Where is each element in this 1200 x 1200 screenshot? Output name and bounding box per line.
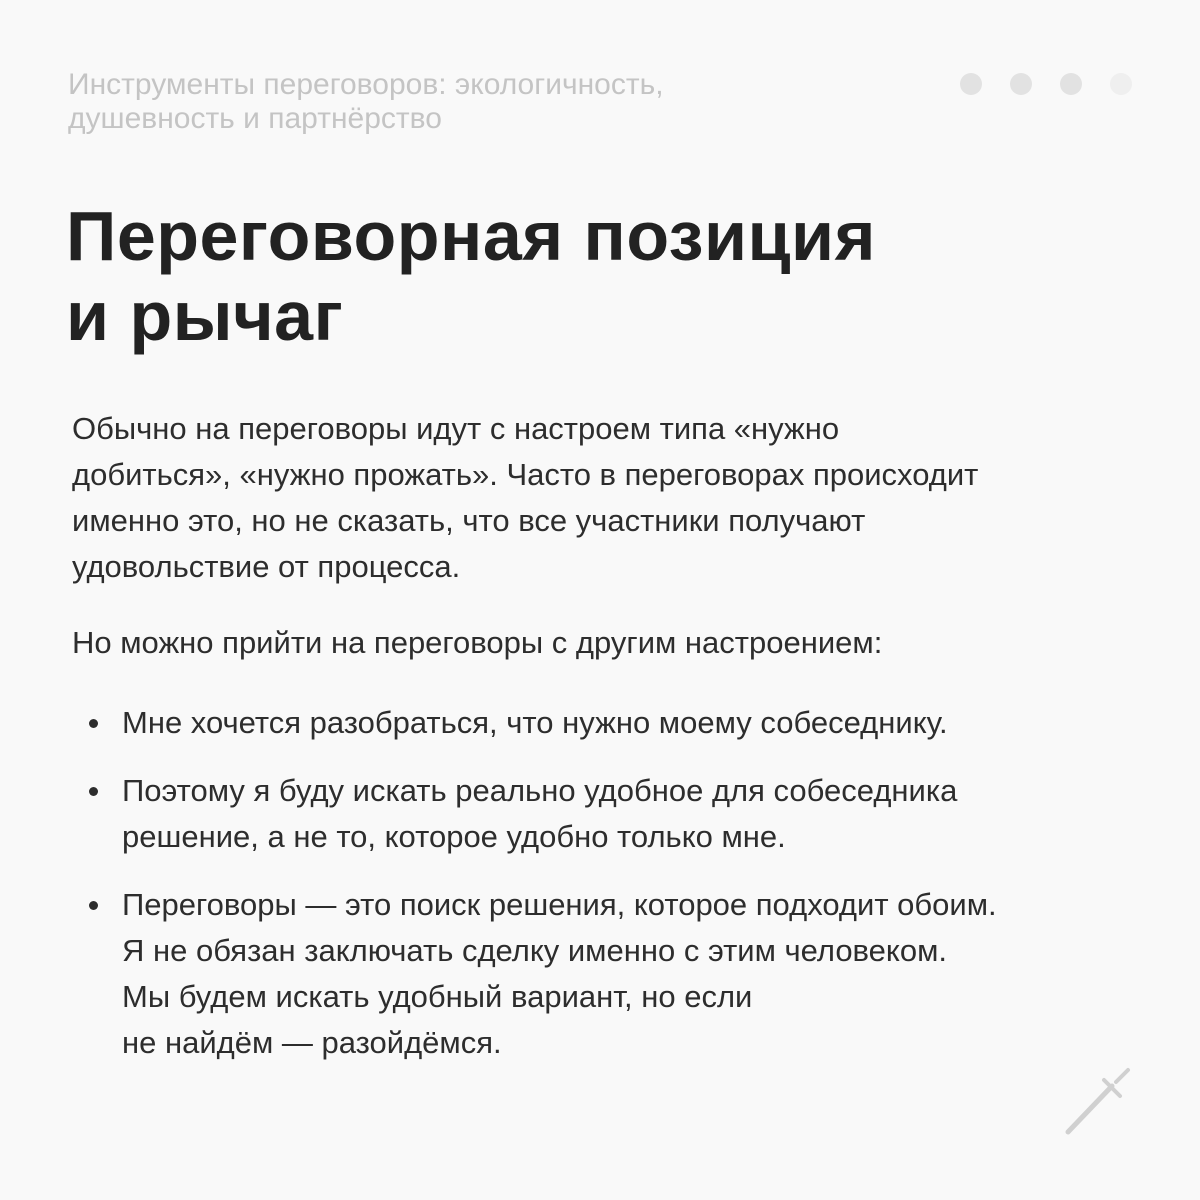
list-item-line: Я не обязан заключать сделку именно с этим человеком. (122, 933, 947, 968)
pager-dot-4[interactable] (1110, 73, 1132, 95)
series-title-line-1: Инструменты переговоров: экологичность, (68, 68, 664, 101)
list-item (72, 768, 1152, 860)
bullet-marker (89, 719, 98, 728)
list-item-line: не найдём — разойдёмся. (122, 1025, 502, 1060)
list-item-line: Мне хочется разобраться, что нужно моему собеседнику. (122, 705, 948, 740)
series-title-line-2: душевность и партнёрство (68, 102, 442, 135)
intro-paragraph (72, 406, 1132, 590)
pager-dot-2[interactable] (1010, 73, 1032, 95)
intro-line-3: именно это, но не сказать, что все участники получают (72, 503, 866, 538)
lead-paragraph (72, 620, 1132, 666)
page-title (66, 196, 876, 356)
bullet-marker (89, 787, 98, 796)
list-item-line: Переговоры — это поиск решения, которое подходит обоим. (122, 887, 997, 922)
slide-pager (960, 73, 1132, 95)
list-item (72, 700, 1152, 746)
list-item-line: Мы будем искать удобный вариант, но если (122, 979, 753, 1014)
lead-line: Но можно прийти на переговоры с другим настроением: (72, 625, 883, 660)
list-item-line: решение, а не то, которое удобно только мне. (122, 819, 786, 854)
pager-dot-3[interactable] (1060, 73, 1082, 95)
dagger-icon (1062, 1064, 1136, 1138)
list-item-line: Поэтому я буду искать реально удобное для собеседника (122, 773, 958, 808)
bullet-list (72, 700, 1152, 1088)
bullet-marker (89, 901, 98, 910)
intro-line-4: удовольствие от процесса. (72, 549, 461, 584)
page-title-line-1: Переговорная позиция (66, 197, 876, 275)
intro-line-1: Обычно на переговоры идут с настроем типа «нужно (72, 411, 840, 446)
intro-line-2: добиться», «нужно прожать». Часто в переговорах происходит (72, 457, 979, 492)
page-title-line-2: и рычаг (66, 277, 344, 355)
pager-dot-1[interactable] (960, 73, 982, 95)
list-item (72, 882, 1152, 1066)
series-title (68, 68, 888, 136)
